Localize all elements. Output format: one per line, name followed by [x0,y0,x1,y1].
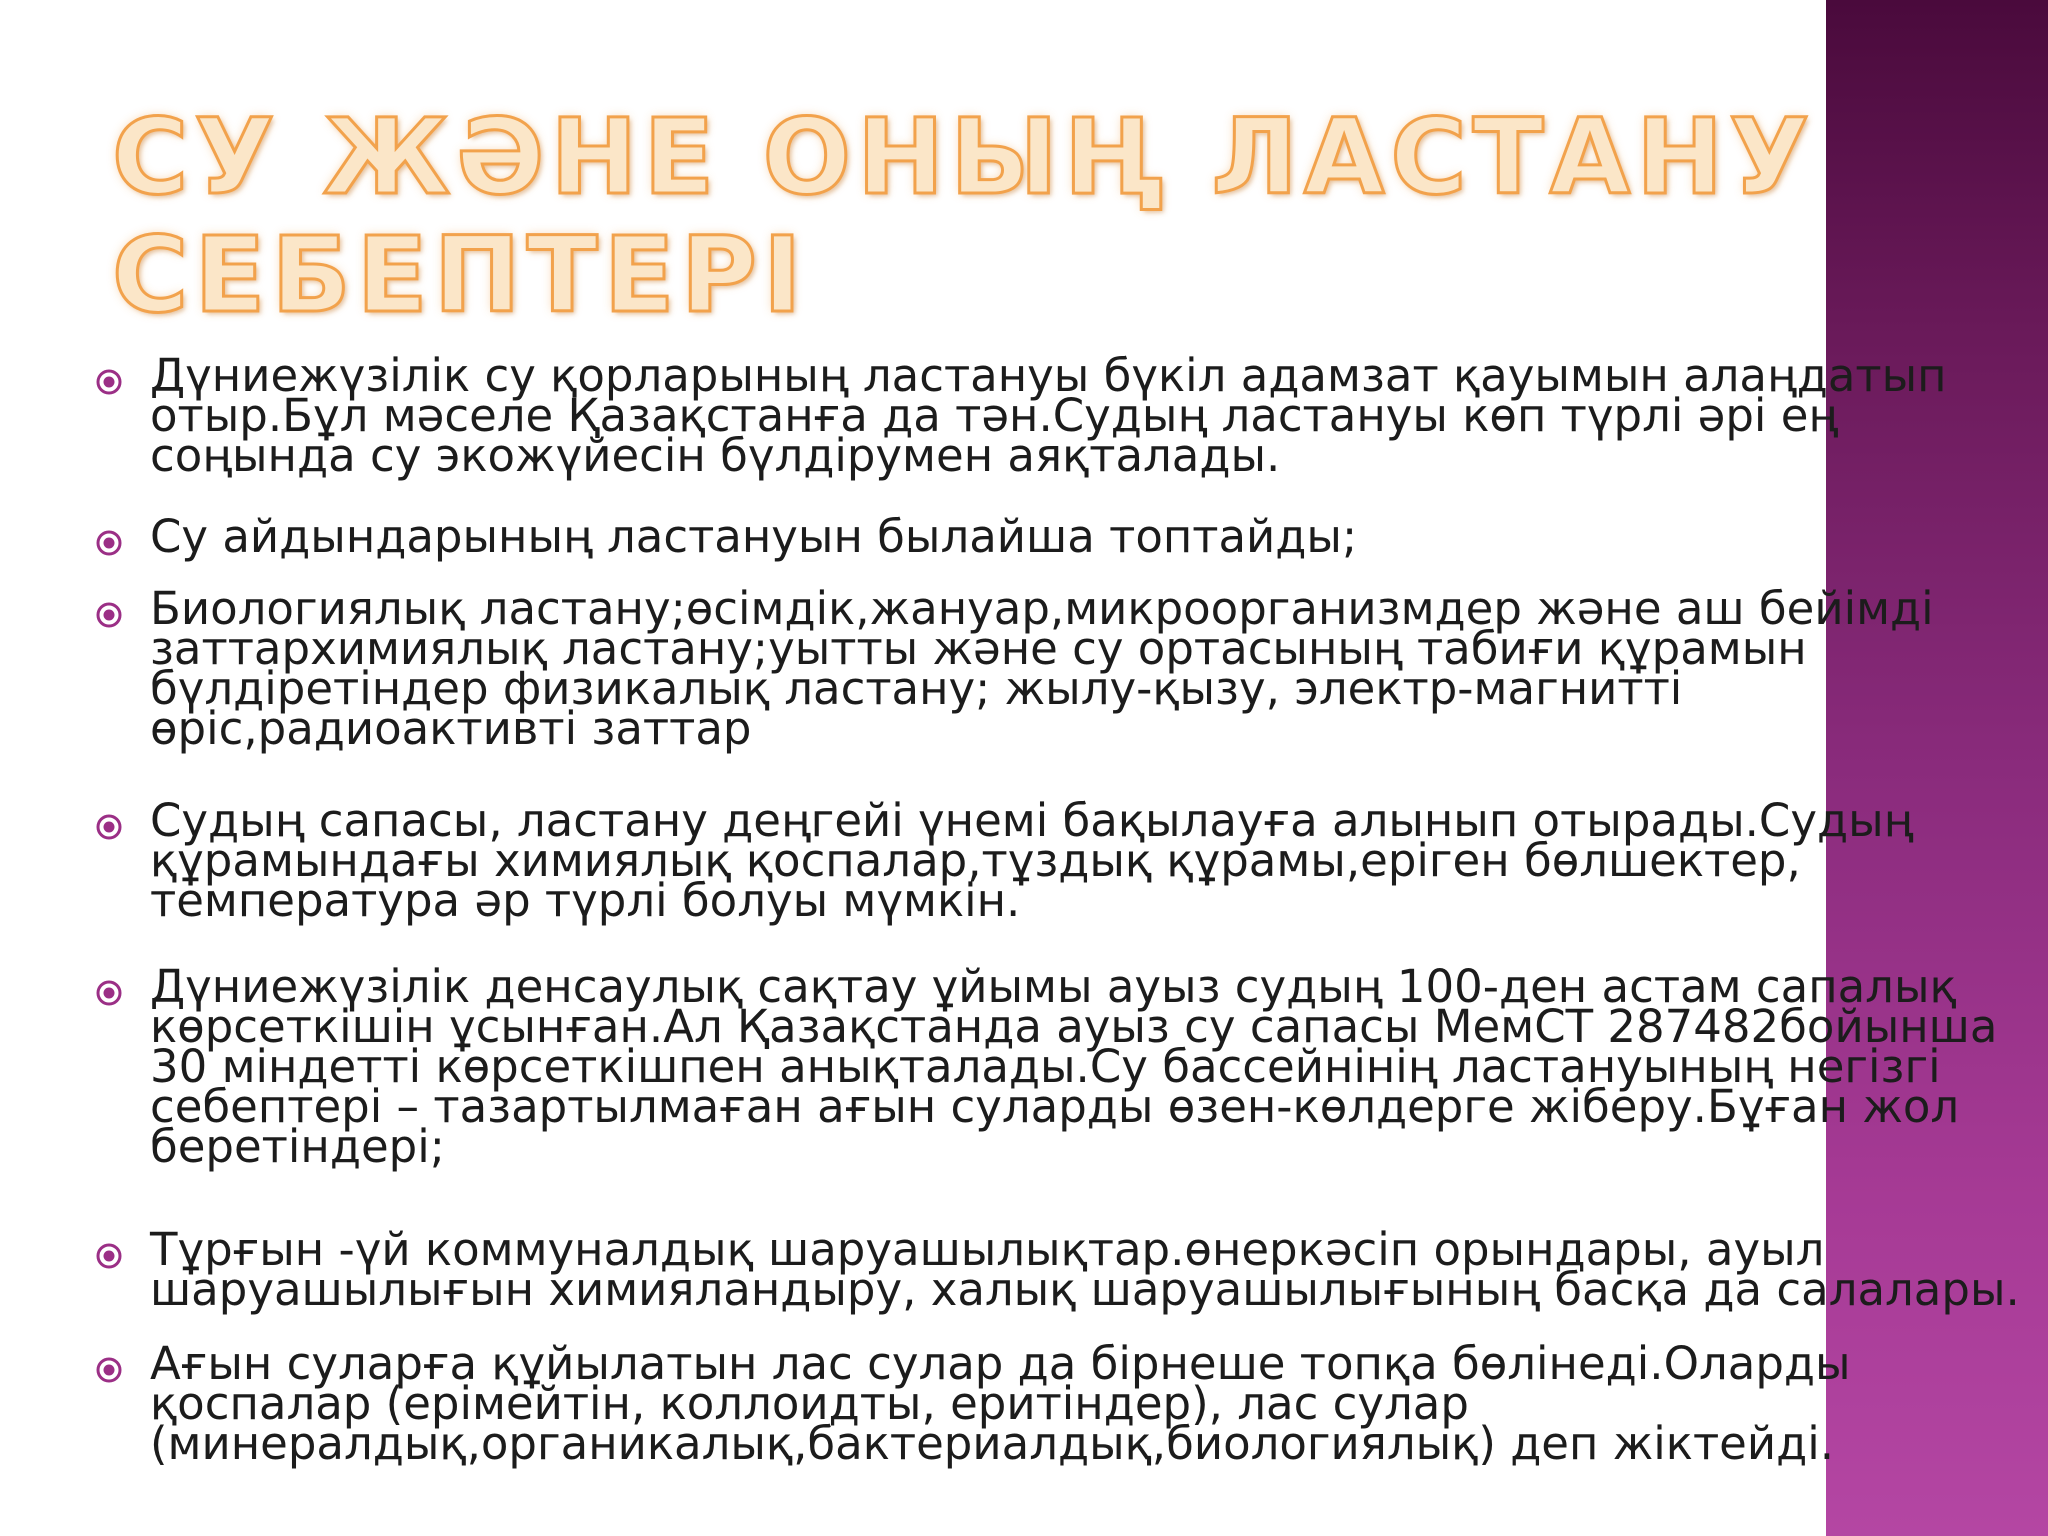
bullet-line: беретіндері; [150,1120,445,1173]
bullet-text [150,349,2048,482]
slide-title [112,96,1816,336]
circle-dot-bullet-icon [95,601,123,629]
bullet-line: Биологиялық ластану;өсімдік,жануар,микроорганизмдер және аш бейімді [150,582,1934,635]
slide-title-line-2: СЕБЕПТЕРІ [112,214,808,336]
circle-dot-bullet-icon [95,979,123,1007]
bullet-text [150,1223,2048,1316]
bullet-text [150,960,2048,1173]
slide-title-line-1: СУ ЖӘНЕ ОНЫҢ ЛАСТАНУ [112,96,1816,218]
bullet-line: шаруашылығын химияландыру, халық шаруашылығының басқа да салалары. [150,1263,2020,1316]
bullet-line: Ағын суларға құйылатын лас сулар да бірнеше топқа бөлінеді.Оларды [150,1337,1851,1390]
bullet-line: (минералдық,органикалық,бактериалдық,биологиялық) деп жіктейді. [150,1417,1835,1470]
bullet-line: отыр.Бұл мәселе Қазақстанға да тән.Судың ластануы көп түрлі әрі ең [150,389,1839,442]
bullet-line: құрамындағы химиялық қоспалар,тұздық құрамы,еріген бөлшектер, [150,834,1801,887]
bullet-line: Судың сапасы, ластану деңгейі үнемі бақылауға алынып отырады.Судың [150,794,1914,847]
circle-dot-bullet-icon [95,529,123,557]
bullet-line: бүлдіретіндер физикалық ластану; жылу-қызу, электр-магнитті [150,662,1683,715]
bullet-line: Тұрғын -үй коммуналдық шаруашылықтар.өнеркәсіп орындары, ауыл [150,1223,1825,1276]
bullet-text [150,794,2048,927]
circle-dot-bullet-icon [95,368,123,396]
circle-dot-bullet-icon [95,1242,123,1270]
bullet-line: себептері – тазартылмаған ағын суларды өзен-көлдерге жіберу.Бұған жол [150,1080,1960,1133]
bullet-line: температура әр түрлі болуы мүмкін. [150,874,1021,927]
bullet-text [150,1337,2048,1470]
bullet-line: Дүниежүзілік су қорларының ластануы бүкіл адамзат қауымын алаңдатып [150,349,1947,402]
bullet-line: Дүниежүзілік денсаулық сақтау ұйымы ауыз судың 100-ден астам сапалық [150,960,1957,1013]
bullet-line: өріс,радиоактивті заттар [150,702,752,755]
bullet-line: көрсеткішін ұсынған.Ал Қазақстанда ауыз су сапасы МемСТ 287482бойынша [150,1000,1998,1053]
circle-dot-bullet-icon [95,813,123,841]
bullet-line: заттархимиялық ластану;уытты және су ортасының табиғи құрамын [150,622,1807,675]
bullet-line: Су айдындарының ластануын былайша топтайды; [150,510,1358,563]
bullet-line: қоспалар (ерімейтін, коллоидты, еритіндер), лас сулар [150,1377,1469,1430]
bullet-text [150,510,2048,563]
bullet-line: 30 міндетті көрсеткішпен анықталады.Су бассейнінің ластануының негізгі [150,1040,1941,1093]
bullet-text [150,582,2048,755]
bullet-line: соңында су экожүйесін бүлдірумен аяқталады. [150,429,1281,482]
circle-dot-bullet-icon [95,1356,123,1384]
